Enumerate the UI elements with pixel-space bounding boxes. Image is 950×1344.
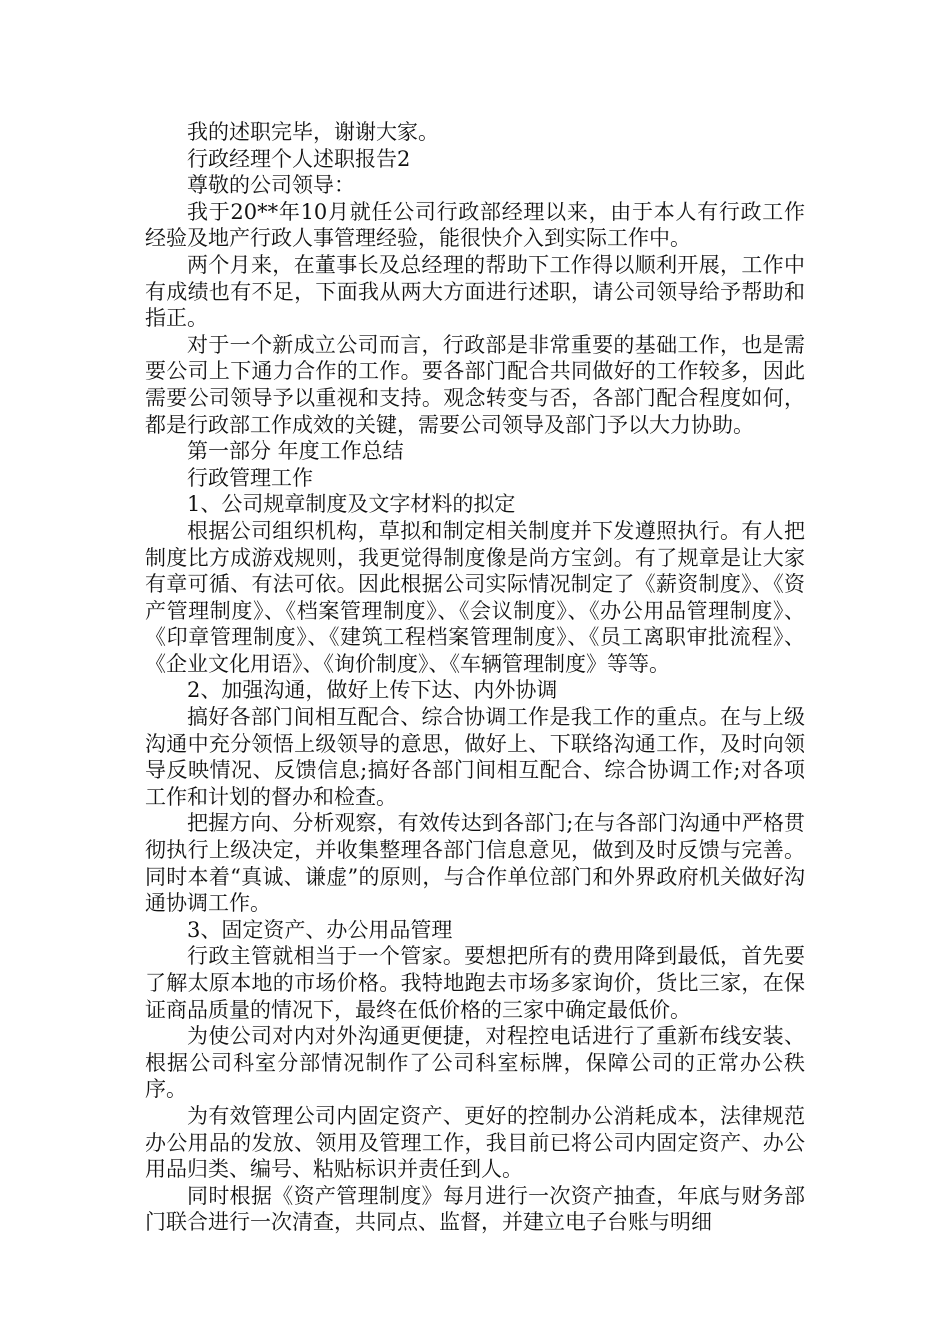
body-paragraph: 为有效管理公司内固定资产、更好的控制办公消耗成本，法律规范办公用品的发放、领用及管理工作，我目前已将公司内固定资产、办公用品归类、编号、粘贴标识并责任到人。 [145, 1103, 805, 1182]
item-heading: 2、加强沟通，做好上传下达、内外协调 [187, 678, 558, 703]
item-heading: 1、公司规章制度及文字材料的拟定 [187, 492, 516, 517]
body-paragraph: 把握方向、分析观察，有效传达到各部门;在与各部门沟通中严格贯彻执行上级决定，并收集整理各部门信息意见，做到及时反馈与完善。同时本着“真诚、谦虚”的原则，与合作单位部门和外界政府机关做好沟通协调工作。 [145, 811, 805, 916]
item-heading: 3、固定资产、办公用品管理 [187, 917, 453, 942]
document-page [145, 119, 805, 1236]
section-heading: 第一部分 年度工作总结 [187, 439, 404, 464]
body-paragraph: 为使公司对内对外沟通更便捷，对程控电话进行了重新布线安装、根据公司科室分部情况制作了公司科室标牌，保障公司的正常办公秩序。 [145, 1024, 805, 1102]
body-paragraph: 行政主管就相当于一个管家。要想把所有的费用降到最低，首先要了解太原本地的市场价格。我特地跑去市场多家询价，货比三家，在保证商品质量的情况下，最终在低价格的三家中确定最低价。 [145, 944, 805, 1022]
body-paragraph: 两个月来，在董事长及总经理的帮助下工作得以顺利开展，工作中有成绩也有不足，下面我从两大方面进行述职，请公司领导给予帮助和指正。 [145, 252, 805, 331]
report-title: 行政经理个人述职报告2 [187, 146, 411, 171]
salutation: 尊敬的公司领导： [187, 173, 355, 198]
body-paragraph: 根据公司组织机构，草拟和制定相关制度并下发遵照执行。有人把制度比方成游戏规则，我更觉得制度像是尚方宝剑。有了规章是让大家有章可循、有法可依。因此根据公司实际情况制定了《薪资制度》、《资产管理制度》、《档案管理制度》、《会议制度》、《办公用品管理制度》、《印章管理制度》、《建筑工程档案管理制度》、《员工离职审批流程》、《企业文化用语》、《询价制度》、《车辆管理制度》等等。 [145, 518, 805, 676]
body-paragraph: 我于20**年10月就任公司行政部经理以来，由于本人有行政工作经验及地产行政人事管理经验，能很快介入到实际工作中。 [145, 199, 805, 251]
body-paragraph: 同时根据《资产管理制度》每月进行一次资产抽查，年底与财务部门联合进行一次清查，共同点、监督，并建立电子台账与明细 [145, 1183, 805, 1235]
subsection-heading: 行政管理工作 [187, 465, 313, 490]
body-paragraph: 对于一个新成立公司而言，行政部是非常重要的基础工作，也是需要公司上下通力合作的工作。要各部门配合共同做好的工作较多，因此需要公司领导予以重视和支持。观念转变与否，各部门配合程度如何，都是行政部工作成效的关键，需要公司领导及部门予以大力协助。 [145, 332, 805, 437]
closing-line: 我的述职完毕，谢谢大家。 [187, 120, 439, 144]
body-paragraph: 搞好各部门间相互配合、综合协调工作是我工作的重点。在与上级沟通中充分领悟上级领导的意思，做好上、下联络沟通工作，及时向领导反映情况、反馈信息;搞好各部门间相互配合、综合协调工作;对各项工作和计划的督办和检查。 [145, 705, 805, 809]
